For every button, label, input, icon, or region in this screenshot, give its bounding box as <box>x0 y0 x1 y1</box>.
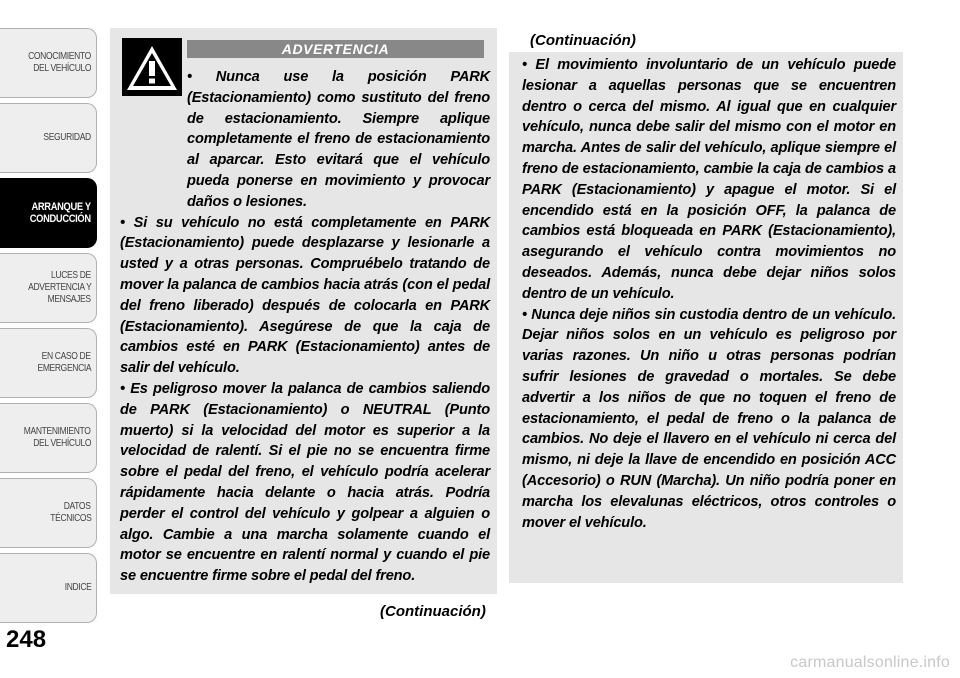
right-column-text <box>522 55 896 533</box>
paragraph: • Es peligroso mover la palanca de cambios saliendo de PARK (Estacionamiento) o NEUTRAL (Punto muerto) si la velocidad del motor es superior a la velocidad de ralentí. Si el pie no se encuentra firme sobre el pedal del freno, el vehículo podría acelerar rápidamente hacia delante o hacia atrás. Podría perder el control del vehículo y golpear a alguien o algo. Cambie a una marcha solamente cuando el motor se encuentre en ralentí normal y cuando el pie se encuentre firme sobre el pedal del freno. <box>120 380 490 585</box>
paragraph: • Si su vehículo no está completamente en PARK (Estacionamiento) puede desplazarse y lesionarle a usted y a otras personas. Compruébelo tratando de mover la palanca de cambios hacia atrás (con el pedal del freno liberado) después de colocarla en PARK (Estacionamiento). Asegúrese de que la caja de cambios esté en PARK (Estacionamiento) antes de salir del vehículo. <box>120 214 490 377</box>
tab-label: ARRANQUE Y <box>31 201 91 213</box>
tab-label: INDICE <box>64 582 91 593</box>
tab-label: EN CASO DE <box>41 351 91 362</box>
tab-arranque[interactable] <box>0 178 97 248</box>
tab-label: SEGURIDAD <box>43 132 91 143</box>
tab-label: CONOCIMIENTO <box>28 51 91 62</box>
tab-indice[interactable] <box>0 553 97 623</box>
footer-watermark: carmanualsonline.info <box>790 654 950 671</box>
tab-label: ADVERTENCIA Y <box>27 282 91 293</box>
paragraph: • Nunca use la posición PARK (Estacionamiento) como sustituto del freno de estacionamiento. Siempre aplique completamente el freno de estacionamiento al aparcar. Esto evitará que el vehículo pueda ponerse en movimiento y provocar daños o lesiones. <box>187 69 490 210</box>
tab-seguridad[interactable] <box>0 103 97 173</box>
tab-label: MANTENIMIENTO <box>24 426 91 437</box>
continuation-label-bottom: (Continuación) <box>380 603 486 620</box>
warning-title: ADVERTENCIA <box>187 40 484 58</box>
tab-datos[interactable] <box>0 478 97 548</box>
tab-label: TÉCNICOS <box>49 513 91 524</box>
page-number: 248 <box>6 626 47 653</box>
tab-mantenimiento[interactable] <box>0 403 97 473</box>
paragraph: • El movimiento involuntario de un vehículo puede lesionar a aquellas personas que se encuentren dentro o cerca del mismo. Al igual que en cualquier vehículo, nunca debe salir del mismo con el motor en marcha. Antes de salir del vehículo, aplique siempre el freno de estacionamiento, cambie la caja de cambios a PARK (Estacionamiento) y apague el motor. Si el encendido está en la posición OFF, la palanca de cambios está bloqueada en PARK (Estacionamiento), asegurando el vehículo contra movimientos no deseados. Además, nunca debe dejar niños solos dentro de un vehículo. <box>522 57 896 302</box>
tab-luces[interactable] <box>0 253 97 323</box>
tab-label: DATOS <box>64 501 91 512</box>
tab-label: EMERGENCIA <box>37 363 91 374</box>
continuation-label-top: (Continuación) <box>530 32 636 49</box>
left-column-text <box>120 67 490 587</box>
tab-label: MENSAJES <box>47 294 91 305</box>
tab-label: DEL VEHÍCULO <box>33 63 91 74</box>
paragraph: • Nunca deje niños sin custodia dentro de un vehículo. Dejar niños solos en un vehículo es peligroso por varias razones. Un niño u otras personas podrían sufrir lesiones de gravedad o mortales. Se debe advertir a los niños de que no toquen el freno de estacionamiento, el pedal de freno o la palanca de cambios. No deje el llavero en el vehículo ni cerca del mismo, ni deje la llave de encendido en posición ACC (Accesorio) o RUN (Marcha). Un niño podría poner en marcha los elevalunas eléctricos, otros controles o mover el vehículo. <box>522 306 896 531</box>
tab-label: DEL VEHÍCULO <box>33 438 91 449</box>
tab-label: LUCES DE <box>51 270 91 281</box>
tab-emergencia[interactable] <box>0 328 97 398</box>
tab-label: CONDUCCIÓN <box>29 213 91 225</box>
tab-conocimiento[interactable] <box>0 28 97 98</box>
